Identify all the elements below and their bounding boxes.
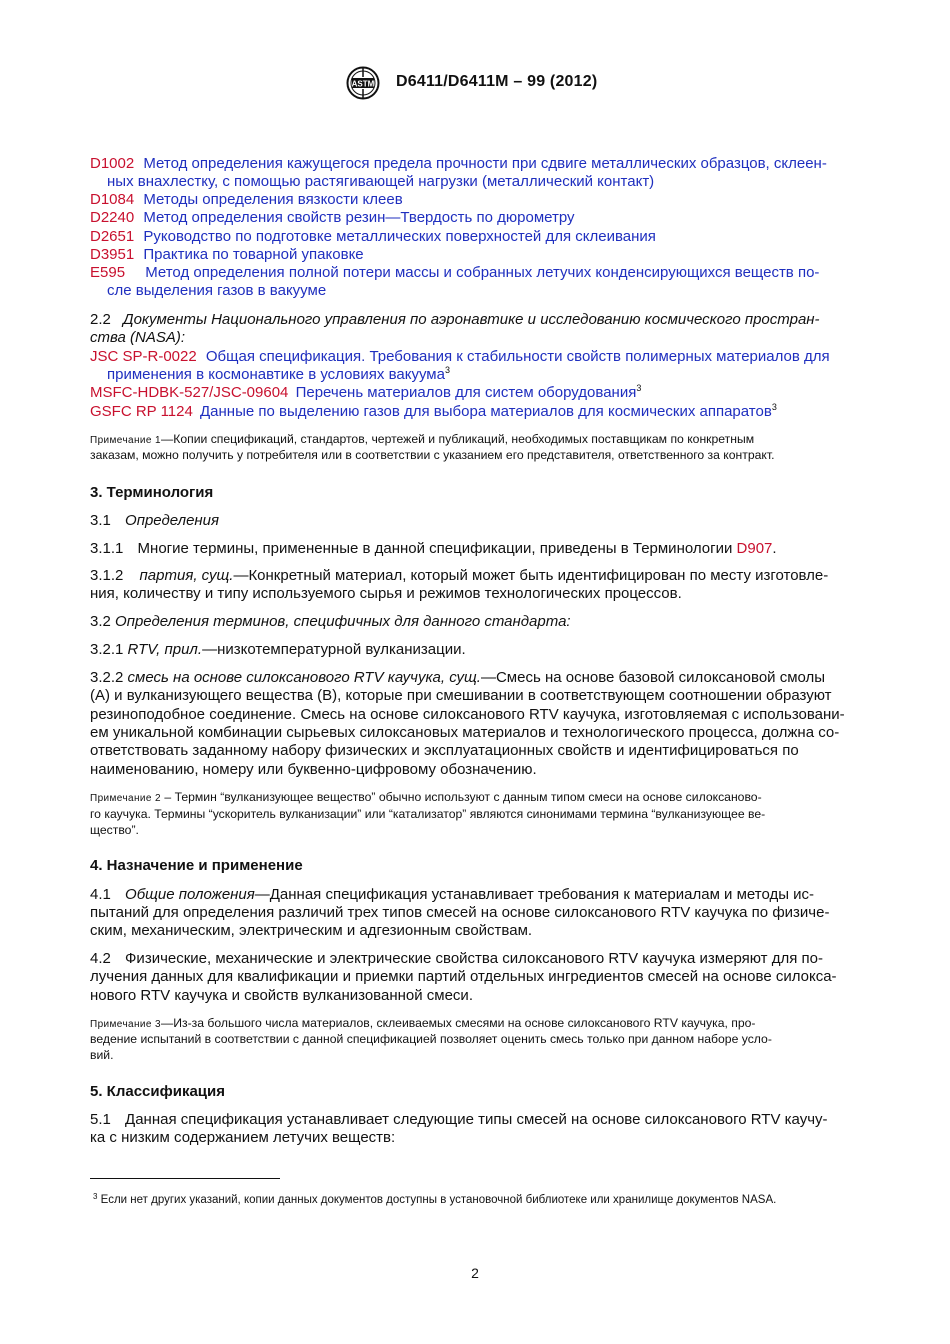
para-text-continuation: пытаний для определения различий трех типов смесей на основе силоксанового RTV каучука по физиче- (90, 904, 830, 921)
page-header (0, 66, 950, 100)
para-number: 3.2.2 (90, 669, 124, 686)
footnote-mark: 3 (444, 365, 450, 375)
section-number: 2.2 (90, 311, 111, 328)
ref-title: Практика по товарной упаковке (143, 246, 364, 263)
svg-text:ASTM: ASTM (351, 79, 375, 89)
term: партия, сущ. (139, 567, 234, 584)
note-label: Примечание 3 (90, 1019, 162, 1030)
para-4-2 (90, 950, 823, 968)
para-text-continuation: ответствовать заданному набору физических и эксплуатационных свойств и идентифицироваться по (90, 742, 799, 759)
term: RTV, прил. (127, 641, 203, 658)
ref-item (90, 155, 827, 173)
para-text: —низкотемпературной вулканизации. (202, 641, 466, 658)
ref-code-link[interactable]: D907 (736, 540, 773, 557)
para-text: Данная спецификация устанавливает следующие типы смесей на основе силоксанового RTV каучу- (125, 1111, 828, 1128)
ref-title: Руководство по подготовке металлических поверхностей для склеивания (143, 228, 656, 245)
note-text-continuation: вий. (90, 1048, 114, 1062)
note-text: – Термин “вулканизующее вещество” обычно используют с данным типом смеси на основе силоксаново- (161, 790, 762, 804)
nasa-ref-item (90, 403, 777, 421)
footnote-divider (90, 1178, 280, 1179)
para-3-2 (90, 613, 571, 631)
note-text-continuation: ведение испытаний в соответствии с данной спецификацией позволяет оценить смесь только при данном наборе усло- (90, 1032, 772, 1046)
note-text: —Копии спецификаций, стандартов, чертежей и публикаций, необходимых поставщикам по конкретным (161, 432, 755, 446)
note-label: Примечание 2 (90, 793, 162, 804)
para-text-continuation: ка с низким содержанием летучих веществ: (90, 1129, 396, 1146)
para-4-1 (90, 886, 814, 904)
ref-code-link[interactable]: D3951 (90, 246, 135, 263)
section-heading: 4. Назначение и применение (90, 857, 303, 874)
nasa-ref-item (90, 348, 830, 366)
para-number: 3.2 (90, 613, 111, 630)
para-text: —Данная спецификация устанавливает требования к материалам и методы ис- (254, 886, 815, 903)
para-text: Физические, механические и электрические свойства силоксанового RTV каучука измеряют для по- (125, 950, 823, 967)
para-3-1 (90, 512, 219, 530)
note-label: Примечание 1 (90, 435, 162, 446)
para-3-2-2 (90, 669, 825, 687)
para-5-1 (90, 1111, 828, 1129)
nasa-ref-item (90, 384, 641, 402)
para-number: 3.1 (90, 512, 111, 529)
ref-title: Общая спецификация. Требования к стабильности свойств полимерных материалов для (205, 348, 830, 365)
para-text-continuation: лучения данных для квалификации и приемки партий отдельных ингредиентов смесей на основе силокса- (90, 968, 837, 985)
ref-item (90, 228, 656, 246)
ref-code-link[interactable]: D2651 (90, 228, 135, 245)
para-text-continuation: ния, количеству и типу используемого сырья и режимов технологических процессов. (90, 585, 682, 602)
para-text-continuation: резиноподобное соединение. Смесь на основе силоксанового RTV каучука, изготовляемая с использовани- (90, 706, 845, 723)
para-number: 3.1.1 (90, 540, 124, 557)
para-text-continuation: ем уникальной комбинации сырьевых силоксановых материалов и технологического процесса, должна со- (90, 724, 840, 741)
ref-title: Данные по выделению газов для выбора материалов для космических аппаратов (200, 403, 772, 420)
ref-code-link[interactable]: GSFC RP 1124 (90, 403, 193, 420)
ref-code-link[interactable]: E595 (90, 264, 126, 281)
astm-logo-icon (345, 66, 381, 100)
para-number: 4.1 (90, 886, 111, 903)
ref-code-link[interactable]: JSC SP-R-0022 (90, 348, 197, 365)
footnote (93, 1194, 776, 1206)
document-id: D6411/D6411M – 99 (2012) (396, 73, 598, 90)
section-heading: 3. Терминология (90, 484, 214, 501)
section-2-2 (90, 311, 820, 329)
para-text-continuation: наименованию, номеру или буквенно-цифровому обозначению. (90, 761, 537, 778)
section-title-continuation: ства (NASA): (90, 329, 186, 346)
note-text: —Из-за большого числа материалов, склеиваемых смесями на основе силоксанового RTV каучука, про- (161, 1016, 756, 1030)
term: смесь на основе силоксанового RTV каучука, сущ. (127, 669, 481, 686)
footnote-mark: 3 (771, 402, 777, 412)
ref-item (90, 209, 575, 227)
section-heading: 5. Классификация (90, 1083, 225, 1100)
note-text-continuation: заказам, можно получить у потребителя или в соответствии с указанием его представителя, ответственного за контракт. (90, 448, 775, 462)
para-text: —Смесь на основе базовой силоксановой смолы (480, 669, 826, 686)
ref-code-link[interactable]: D1084 (90, 191, 135, 208)
ref-title-continuation: ных внахлестку, с помощью растягивающей нагрузки (металлический контакт) (107, 173, 655, 190)
note-text-continuation: щество”. (90, 823, 139, 837)
note-text-continuation: го каучука. Термины “ускоритель вулканизации” или “катализатор” являются синонимами термина “вулканизующее ве- (90, 807, 766, 821)
para-3-1-1 (90, 540, 777, 558)
para-title: Определения (125, 512, 220, 529)
para-text-continuation: (А) и вулканизующего вещества (В), которые при смешивании в соответствующем соотношении образуют (90, 687, 832, 704)
para-number: 3.2.1 (90, 641, 124, 658)
ref-item (90, 264, 819, 282)
ref-title: Метод определения кажущегося предела прочности при сдвиге металлических образцов, склеен- (143, 155, 827, 172)
para-number: 5.1 (90, 1111, 111, 1128)
para-title: Определения терминов, специфичных для данного стандарта: (115, 613, 571, 630)
ref-item (90, 246, 364, 264)
para-3-1-2 (90, 567, 828, 585)
section-title: Документы Национального управления по аэронавтике и исследованию космического простран- (123, 311, 820, 328)
footnote-mark: 3 (636, 383, 642, 393)
para-text-continuation: ским, механическим, электрическим и адгезионным свойствам. (90, 922, 533, 939)
ref-title: применения в космонавтике в условиях вакуума (107, 366, 445, 383)
term: Общие положения (125, 886, 255, 903)
footnote-text: Если нет других указаний, копии данных документов доступны в установочной библиотеке или хранилище документов NASA. (100, 1194, 777, 1206)
para-text-continuation: нового RTV каучука и свойств вулканизованной смеси. (90, 987, 473, 1004)
para-text-end: . (772, 540, 777, 557)
ref-title: Метод определения свойств резин—Твердость по дюрометру (143, 209, 575, 226)
ref-code-link[interactable]: D2240 (90, 209, 135, 226)
ref-title: Метод определения полной потери массы и собранных летучих конденсирующихся веществ по- (145, 264, 820, 281)
footnote-mark: 3 (93, 1192, 98, 1201)
para-text: Многие термины, примененные в данной спецификации, приведены в Терминологии (137, 540, 733, 557)
ref-code-link[interactable]: D1002 (90, 155, 135, 172)
ref-title: Перечень материалов для систем оборудования (295, 384, 637, 401)
para-text: —Конкретный материал, который может быть идентифицирован по месту изготовле- (233, 567, 829, 584)
para-number: 4.2 (90, 950, 111, 967)
note-2 (90, 789, 762, 807)
ref-code-link[interactable]: MSFC-HDBK-527/JSC-09604 (90, 384, 289, 401)
para-number: 3.1.2 (90, 567, 124, 584)
para-3-2-1 (90, 641, 466, 659)
nasa-ref-item-continuation (107, 366, 450, 384)
ref-title: Методы определения вязкости клеев (143, 191, 403, 208)
ref-title-continuation: сле выделения газов в вакууме (107, 282, 327, 299)
page-number: 2 (471, 1265, 479, 1281)
ref-item (90, 191, 403, 209)
